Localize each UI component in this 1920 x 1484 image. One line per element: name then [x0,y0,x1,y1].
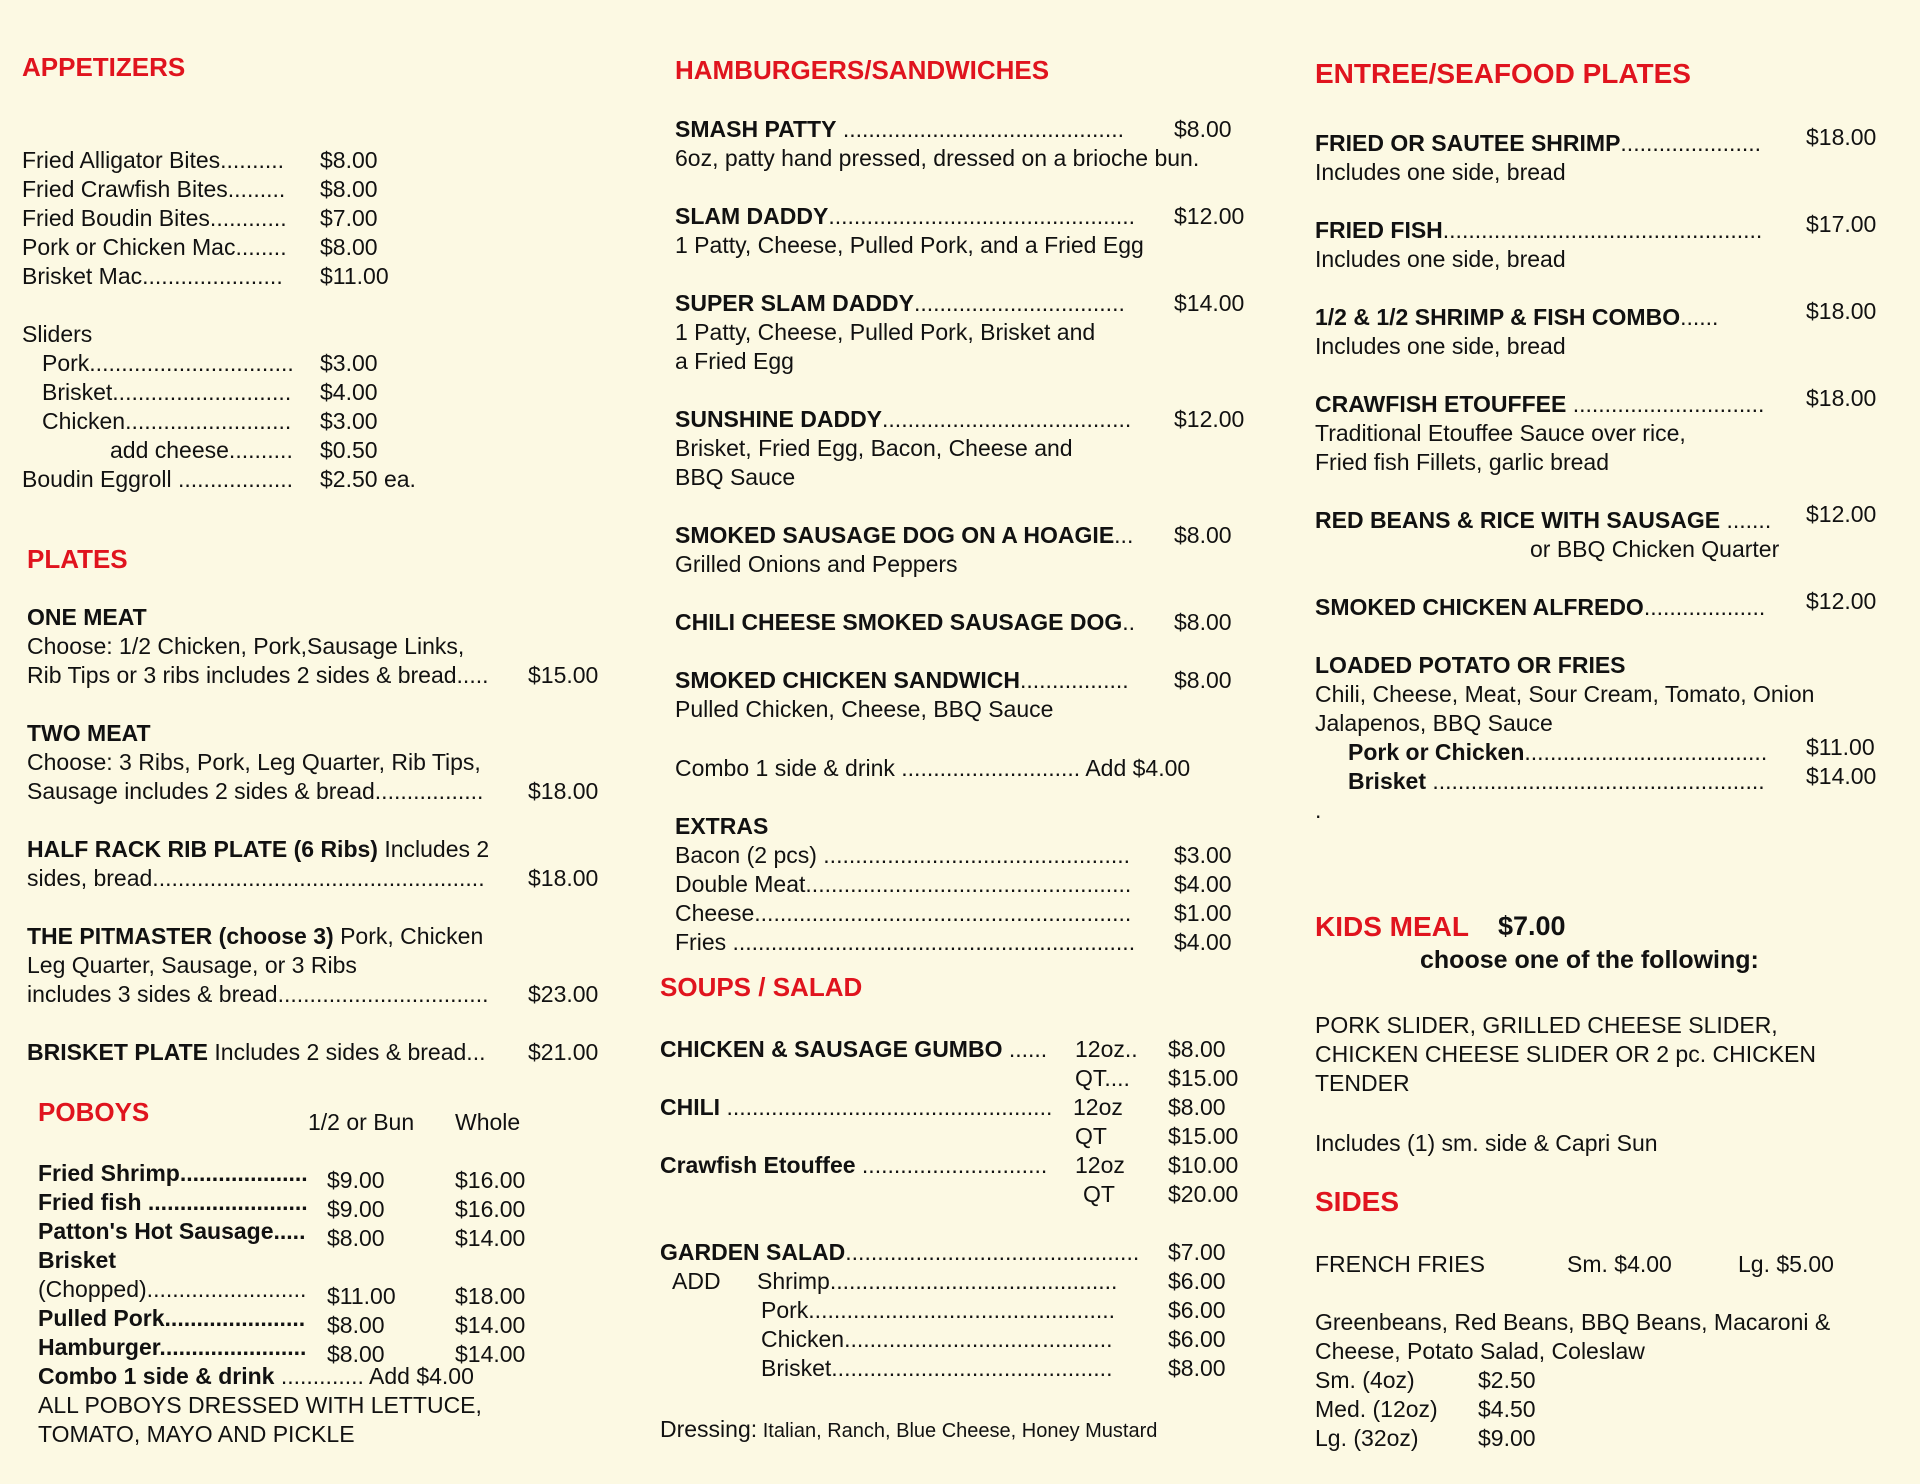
poboy-combo [38,1363,474,1390]
entree-line [1315,391,1764,418]
appetizer-label: Pork or Chicken Mac........ [22,234,287,260]
eggroll-price: $2.50 ea. [320,466,416,492]
burger-line [675,522,1133,549]
entree-line [1315,130,1761,157]
slider-price: $3.00 [320,350,378,376]
plate-desc: Sausage includes 2 sides & bread................. [27,778,484,804]
extra-price: $1.00 [1174,900,1232,926]
plate-price: $23.00 [528,981,599,1007]
eggroll-label: Boudin Eggroll .................. [22,466,294,492]
side-price: $9.00 [1478,1425,1536,1451]
soup-size: QT [1083,1181,1115,1207]
poboy-whole-price: $16.00 [455,1167,526,1193]
entree-dots: ...................... [1620,130,1762,156]
plate-title: THE PITMASTER (choose 3) [27,923,334,949]
entree-line [1315,594,1765,621]
soup-size: 12oz.. [1075,1036,1138,1062]
plates-heading: PLATES [27,544,128,574]
burger-combo: Combo 1 side & drink ............................ Add $4.00 [675,755,1191,781]
entree-price: $12.00 [1806,588,1877,614]
burger-dots: ....................................... [882,406,1132,432]
poboy-whole-price: $14.00 [455,1312,526,1338]
entree-desc: Fried fish Fillets, garlic bread [1315,449,1609,475]
sides-list: Greenbeans, Red Beans, BBQ Beans, Macaroni & [1315,1309,1831,1335]
extra-label: Fries ............................................................... [675,929,1136,955]
plate-title: HALF RACK RIB PLATE (6 Ribs) [27,836,378,862]
kids-options: PORK SLIDER, GRILLED CHEESE SLIDER, [1315,1012,1778,1038]
slider-label: Brisket............................ [42,379,292,405]
salad-line [660,1239,1139,1266]
burger-name: SLAM DADDY [675,203,829,229]
plate-desc: Choose: 1/2 Chicken, Pork,Sausage Links, [27,633,465,659]
soup-price: $20.00 [1168,1181,1239,1207]
burger-price: $12.00 [1174,406,1245,432]
salad-add-price: $8.00 [1168,1355,1226,1381]
entree-dots: .................................................. [1442,217,1763,243]
plate-desc: Pork, Chicken [333,923,484,949]
sliders-heading: Sliders [22,321,93,347]
soup-price: $15.00 [1168,1123,1239,1149]
burger-name: CHILI CHEESE SMOKED SAUSAGE DOG [675,609,1123,635]
plate-desc: sides, bread.................................................... [27,865,485,891]
side-price: $2.50 [1478,1367,1536,1393]
poboy-sublabel: (Chopped)......................... [38,1276,307,1302]
extra-price: $4.00 [1174,929,1232,955]
entree-name: FRIED OR SAUTEE SHRIMP [1315,130,1621,156]
soup-size: 12oz [1075,1152,1125,1178]
salad-price: $7.00 [1168,1239,1226,1265]
burger-dots: .. [1122,609,1136,635]
plate-desc: Choose: 3 Ribs, Pork, Leg Quarter, Rib Tips, [27,749,481,775]
soup-size: QT [1075,1123,1107,1149]
burger-dots: ............................................ [836,116,1124,142]
soup-size: QT.... [1075,1065,1130,1091]
loaded-option-price: $11.00 [1806,734,1875,760]
soup-line [660,1152,1047,1179]
burger-desc: BBQ Sauce [675,464,796,490]
salad-add-label: Brisket............................................ [761,1355,1113,1381]
burger-desc: Grilled Onions and Peppers [675,551,958,577]
kids-includes: Includes (1) sm. side & Capri Sun [1315,1130,1658,1156]
entree-dots: ................... [1643,594,1766,620]
extras-heading: EXTRAS [675,813,769,839]
kids-options: CHICKEN CHEESE SLIDER OR 2 pc. CHICKEN [1315,1041,1817,1067]
burger-desc: Brisket, Fried Egg, Bacon, Cheese and [675,435,1073,461]
soup-price: $10.00 [1168,1152,1239,1178]
slider-label: add cheese.......... [110,437,293,463]
salad-dots: .............................................. [845,1239,1140,1265]
side-size: Lg. (32oz) [1315,1425,1419,1451]
entree-desc: Includes one side, bread [1315,333,1566,359]
kids-price: $7.00 [1498,911,1566,941]
soup-line [660,1036,1047,1063]
soup-dots: ............................. [855,1152,1048,1178]
appetizers-heading: APPETIZERS [22,52,186,82]
entree-desc: Traditional Etouffee Sauce over rice, [1315,420,1686,446]
fries-label: FRENCH FRIES [1315,1251,1485,1277]
loaded-option-dots: ...................................... [1524,739,1768,765]
plate-price: $18.00 [528,778,599,804]
plate-desc: Includes 2 sides & bread... [208,1039,486,1065]
appetizer-price: $8.00 [320,234,378,260]
poboy-whole-price: $16.00 [455,1196,526,1222]
poboy-whole-price: $18.00 [455,1283,526,1309]
soups-heading: SOUPS / SALAD [660,972,863,1002]
burger-name: SMASH PATTY [675,116,837,142]
poboy-combo-price: ............. Add $4.00 [274,1363,474,1389]
plate-title: BRISKET PLATE [27,1039,209,1065]
poboy-half-price: $9.00 [327,1196,385,1222]
burger-desc: 6oz, patty hand pressed, dressed on a brioche bun. [675,145,1200,171]
soup-size: 12oz [1073,1094,1123,1120]
poboy-combo-label: Combo 1 side & drink [38,1363,275,1389]
poboy-half-price: $8.00 [327,1341,385,1367]
plate-desc: Rib Tips or 3 ribs includes 2 sides & bread..... [27,662,489,688]
burger-dots: ................................. [913,290,1125,316]
soup-price: $8.00 [1168,1036,1226,1062]
plate-line [27,923,483,950]
soup-name: CHILI [660,1094,721,1120]
entree-name: RED BEANS & RICE WITH SAUSAGE [1315,507,1721,533]
appetizer-price: $8.00 [320,176,378,202]
poboys-col-half: 1/2 or Bun [308,1109,415,1135]
burger-line [675,406,1131,433]
poboy-half-price: $8.00 [327,1312,385,1338]
side-size: Sm. (4oz) [1315,1367,1415,1393]
soup-dots: ...... [1002,1036,1048,1062]
appetizer-label: Brisket Mac...................... [22,263,283,289]
burgers-heading: HAMBURGERS/SANDWICHES [675,55,1050,85]
burger-desc: 1 Patty, Cheese, Pulled Pork, Brisket and [675,319,1096,345]
burger-line [675,609,1135,636]
burger-dots: ................................................ [828,203,1136,229]
entree-name: SMOKED CHICKEN ALFREDO [1315,594,1644,620]
plate-title: ONE MEAT [27,604,147,630]
slider-price: $3.00 [320,408,378,434]
plate-line [27,836,489,863]
fries-large-price: Lg. $5.00 [1738,1251,1834,1277]
burger-desc: Pulled Chicken, Cheese, BBQ Sauce [675,696,1054,722]
extra-price: $4.00 [1174,871,1232,897]
plate-title: TWO MEAT [27,720,151,746]
side-size: Med. (12oz) [1315,1396,1438,1422]
loaded-option [1348,739,1767,766]
entree-price: $18.00 [1806,124,1877,150]
entree-desc: Includes one side, bread [1315,159,1566,185]
entree-line [1315,304,1718,331]
poboy-whole-price: $14.00 [455,1341,526,1367]
burger-name: SUNSHINE DADDY [675,406,883,432]
entrees-heading: ENTREE/SEAFOOD PLATES [1315,58,1691,89]
salad-add-label: ADD [672,1268,721,1294]
poboy-note: ALL POBOYS DRESSED WITH LETTUCE, [38,1392,482,1418]
burger-price: $8.00 [1174,116,1232,142]
soup-name: Crawfish Etouffee [660,1152,856,1178]
burger-line [675,667,1129,694]
kids-options: TENDER [1315,1070,1410,1096]
burger-price: $12.00 [1174,203,1245,229]
plate-line [27,1039,485,1066]
loaded-desc: Jalapenos, BBQ Sauce [1315,710,1553,736]
slider-label: Chicken.......................... [42,408,292,434]
extra-price: $3.00 [1174,842,1232,868]
burger-desc: 1 Patty, Cheese, Pulled Pork, and a Fried Egg [675,232,1144,258]
sides-heading: SIDES [1315,1186,1400,1217]
plate-price: $18.00 [528,865,599,891]
entree-name: CRAWFISH ETOUFFEE [1315,391,1567,417]
entree-desc: Includes one side, bread [1315,246,1566,272]
appetizer-label: Fried Crawfish Bites......... [22,176,286,202]
loaded-title: LOADED POTATO OR FRIES [1315,652,1626,678]
appetizer-label: Fried Boudin Bites............ [22,205,287,231]
slider-price: $0.50 [320,437,378,463]
entree-price: $17.00 [1806,211,1877,237]
entree-price: $18.00 [1806,298,1877,324]
plate-desc: includes 3 sides & bread................................. [27,981,489,1007]
soup-price: $8.00 [1168,1094,1226,1120]
soup-name: CHICKEN & SAUSAGE GUMBO [660,1036,1003,1062]
extra-label: Bacon (2 pcs) ................................................ [675,842,1131,868]
entree-name: FRIED FISH [1315,217,1443,243]
salad-add-label: Shrimp............................................. [757,1268,1118,1294]
loaded-option-label: Pork or Chicken [1348,739,1525,765]
dressing-line [660,1416,1157,1443]
dressing-label: Dressing: [660,1416,758,1442]
slider-price: $4.00 [320,379,378,405]
slider-label: Pork................................ [42,350,294,376]
salad-name: GARDEN SALAD [660,1239,846,1265]
appetizer-label: Fried Alligator Bites.......... [22,147,285,173]
entree-desc: or BBQ Chicken Quarter [1530,536,1780,562]
burger-desc: a Fried Egg [675,348,794,374]
burger-dots: ... [1114,522,1134,548]
burger-line [675,203,1135,230]
poboy-label: Pulled Pork...................... [38,1305,306,1331]
loaded-option-price: $14.00 [1806,763,1877,789]
salad-add-label: Pork................................................ [761,1297,1116,1323]
loaded-desc: Chili, Cheese, Meat, Sour Cream, Tomato, Onion [1315,681,1815,707]
salad-add-price: $6.00 [1168,1268,1226,1294]
plate-price: $21.00 [528,1039,599,1065]
entree-price: $12.00 [1806,501,1877,527]
burger-name: SMOKED CHICKEN SANDWICH [675,667,1020,693]
fries-small-price: Sm. $4.00 [1567,1251,1672,1277]
burger-price: $14.00 [1174,290,1245,316]
poboys-heading: POBOYS [38,1097,150,1127]
plate-desc: Leg Quarter, Sausage, or 3 Ribs [27,952,357,978]
salad-add-price: $6.00 [1168,1326,1226,1352]
entree-dots: ...... [1680,304,1719,330]
loaded-option-label: Brisket [1348,768,1426,794]
burger-price: $8.00 [1174,522,1232,548]
entree-price: $18.00 [1806,385,1877,411]
poboy-note: TOMATO, MAYO AND PICKLE [38,1421,355,1447]
burger-name: SUPER SLAM DADDY [675,290,914,316]
soup-dots: ................................................... [720,1094,1053,1120]
poboy-label: Patton's Hot Sausage..... [38,1218,306,1244]
poboys-col-whole: Whole [455,1109,521,1135]
burger-price: $8.00 [1174,609,1232,635]
plate-desc: Includes 2 [377,836,490,862]
burger-line [675,290,1125,317]
burger-price: $8.00 [1174,667,1232,693]
soup-line [660,1094,1052,1121]
plate-price: $15.00 [528,662,599,688]
dressing-list: Italian, Ranch, Blue Cheese, Honey Mustard [757,1420,1158,1442]
appetizer-price: $7.00 [320,205,378,231]
salad-add-label: Chicken.......................................... [761,1326,1113,1352]
entree-line [1315,507,1771,534]
entree-name: 1/2 & 1/2 SHRIMP & FISH COMBO [1315,304,1681,330]
extra-label: Double Meat................................................... [675,871,1132,897]
stray-dot: . [1315,797,1322,823]
kids-heading: KIDS MEAL [1315,911,1469,942]
poboy-label: Hamburger....................... [38,1334,307,1360]
loaded-option-dots: .................................................... [1425,768,1765,794]
burger-name: SMOKED SAUSAGE DOG ON A HOAGIE [675,522,1115,548]
poboy-label: Fried fish ......................... [38,1189,308,1215]
entree-dots: .............................. [1566,391,1765,417]
sides-list: Cheese, Potato Salad, Coleslaw [1315,1338,1645,1364]
entree-dots: ....... [1720,507,1772,533]
poboy-label: Fried Shrimp.................... [38,1160,308,1186]
poboy-half-price: $11.00 [327,1283,396,1309]
salad-add-price: $6.00 [1168,1297,1226,1323]
poboy-half-price: $8.00 [327,1225,385,1251]
burger-line [675,116,1124,143]
entree-line [1315,217,1762,244]
kids-choose: choose one of the following: [1420,946,1759,974]
appetizer-price: $11.00 [320,263,389,289]
poboy-whole-price: $14.00 [455,1225,526,1251]
side-price: $4.50 [1478,1396,1536,1422]
burger-dots: ................. [1020,667,1129,693]
extra-label: Cheese........................................................... [675,900,1132,926]
appetizer-price: $8.00 [320,147,378,173]
soup-price: $15.00 [1168,1065,1239,1091]
poboy-half-price: $9.00 [327,1167,385,1193]
poboy-label: Brisket [38,1247,116,1273]
loaded-option [1348,768,1765,795]
